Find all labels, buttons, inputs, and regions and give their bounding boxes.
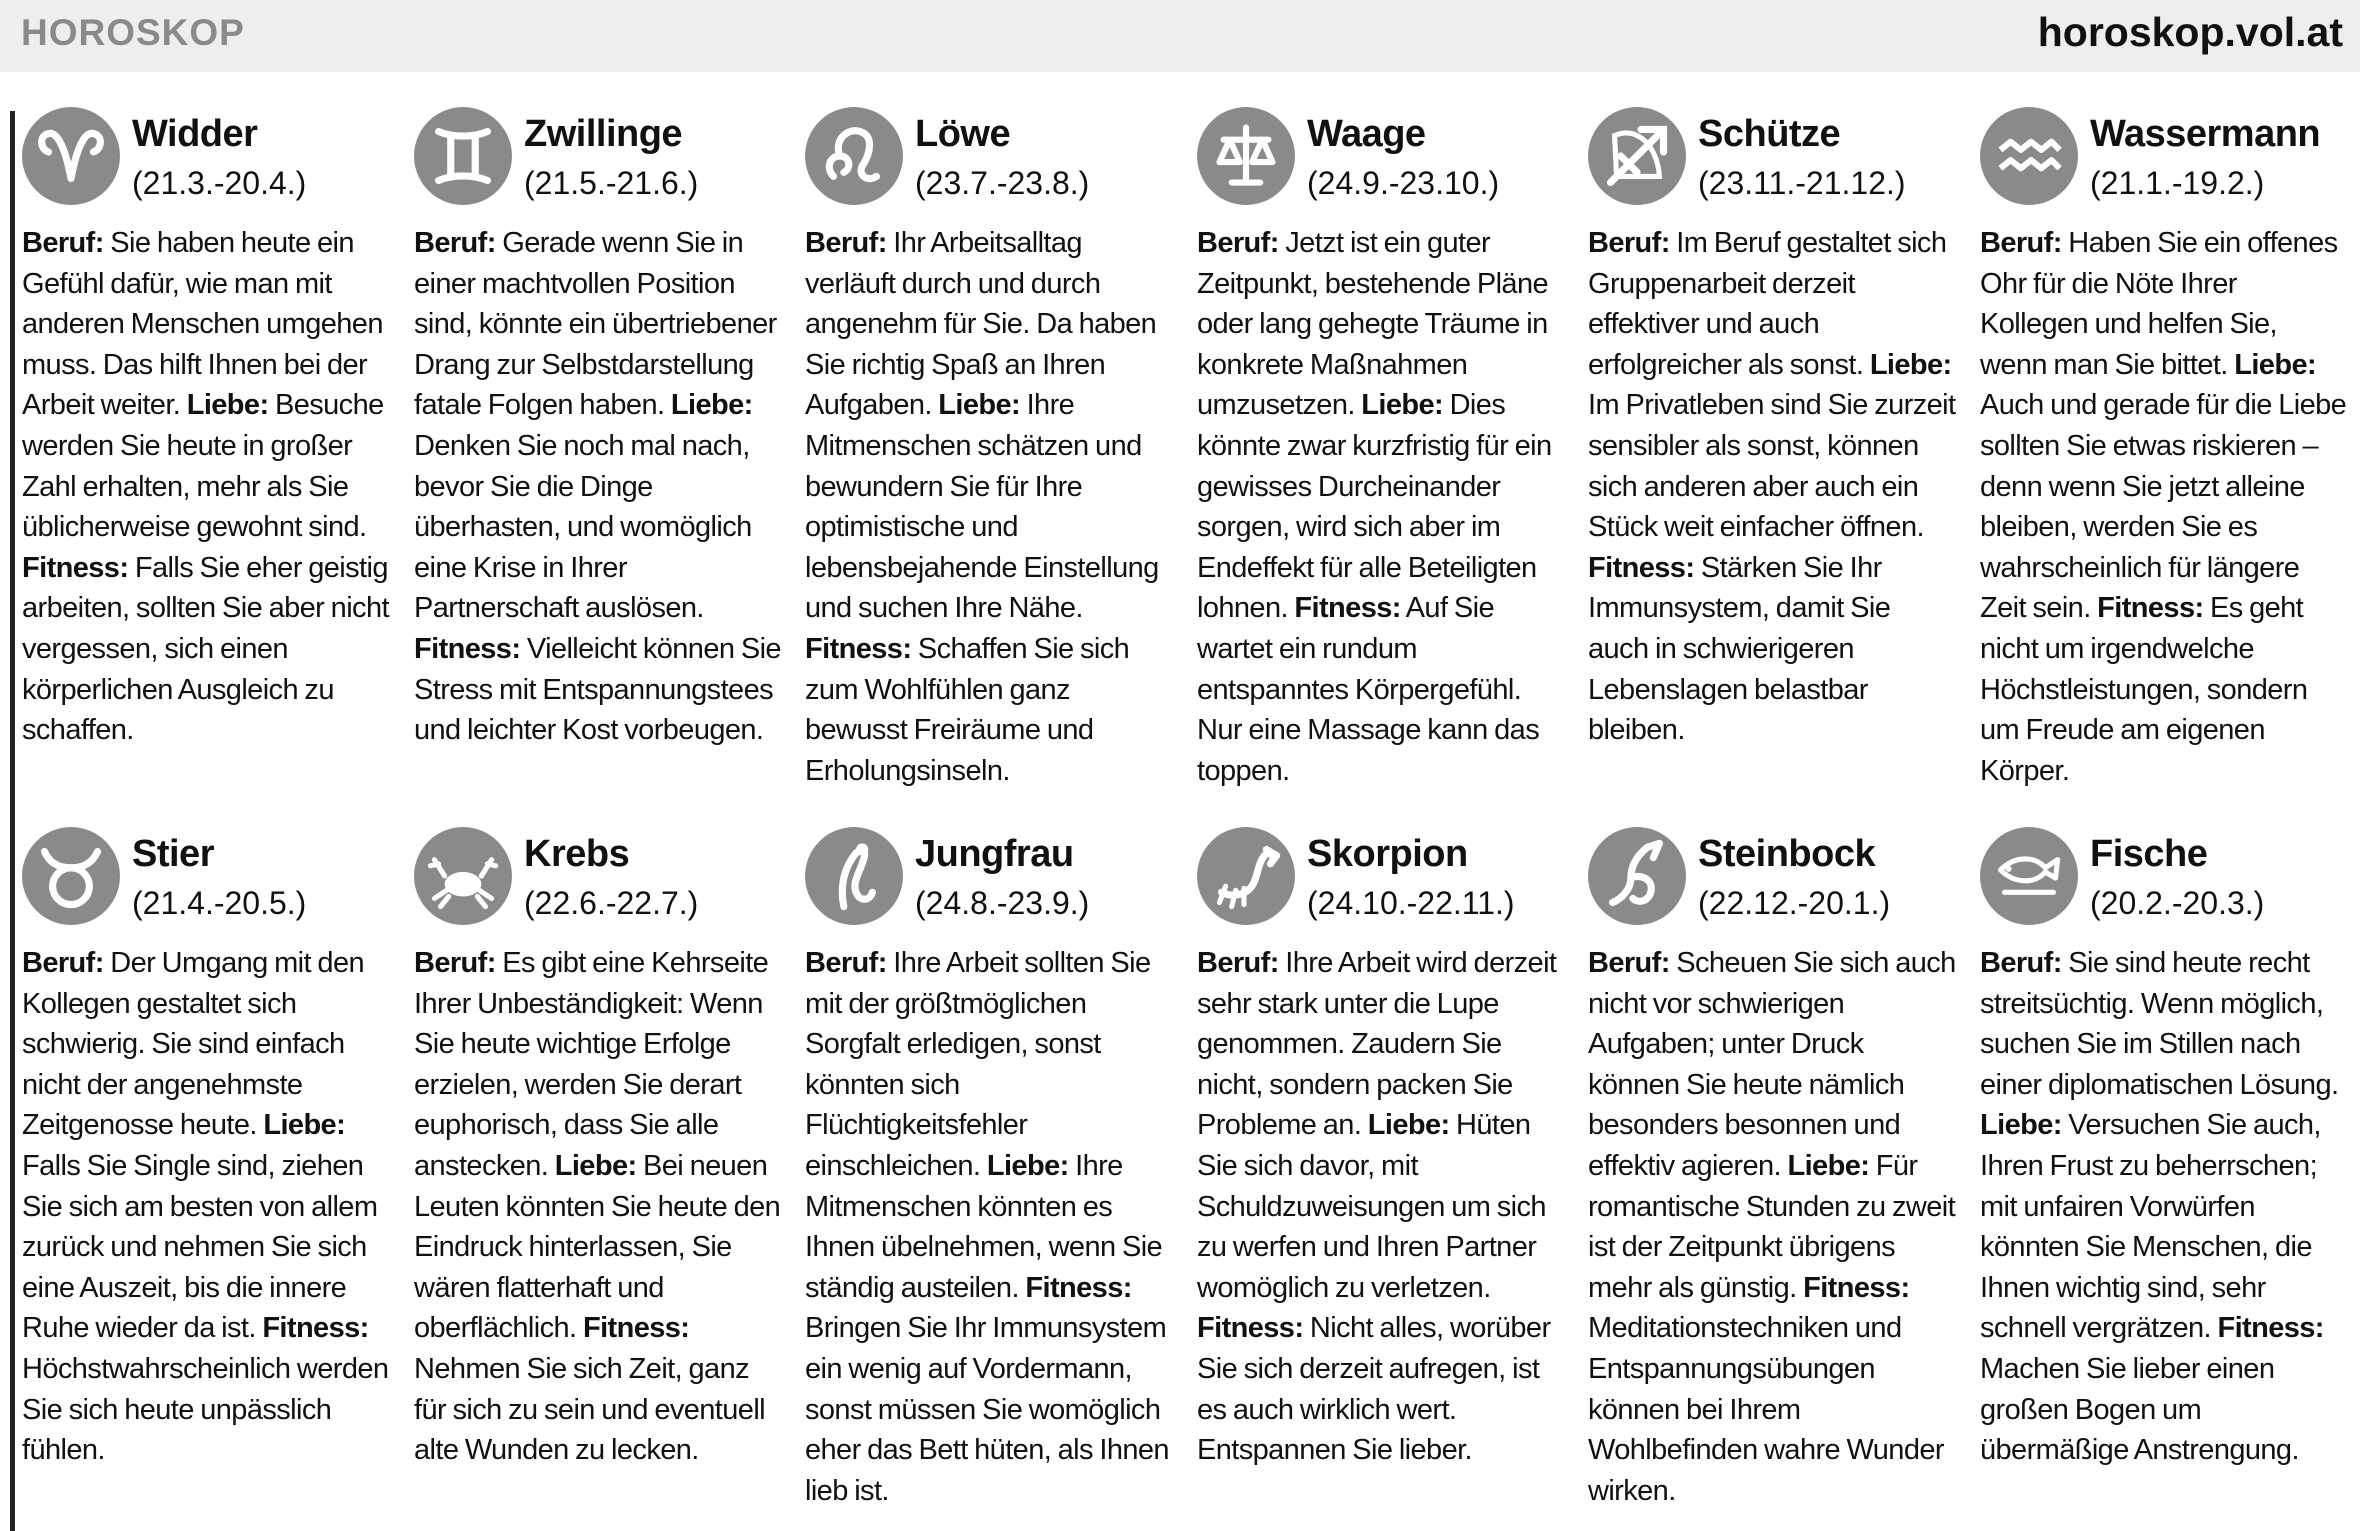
beruf-label: Beruf:	[414, 947, 496, 979]
beruf-text: Scheuen Sie sich auch nicht vor schwierigen Aufgaben; unter Druck können Sie heute nämlich besonders besonnen und effektiv agieren.	[1588, 947, 1956, 1182]
fitness-label: Fitness:	[582, 1312, 690, 1345]
liebe-text: Falls Sie Single sind, ziehen Sie sich am besten von allem zurück und nehmen Sie sich eine Auszeit, bis die innere Ruhe wieder da ist.	[22, 1149, 378, 1345]
liebe-text: Hüten Sie sich davor, mit Schuldzuweisungen um sich zu werfen und Ihren Partner womöglich zu verletzen.	[1197, 1109, 1546, 1304]
liebe-label: Liebe:	[670, 389, 753, 422]
beruf-label: Beruf:	[1197, 947, 1279, 979]
beruf-text: Ihre Arbeit sollten Sie mit der größtmöglichen Sorgfalt erledigen, sonst könnten sich Flüchtigkeitsfehler einschleichen.	[805, 947, 1151, 1182]
sign-dates: (21.1.-19.2.)	[2090, 165, 2265, 201]
liebe-label: Liebe:	[554, 1149, 637, 1182]
beruf-text: Gerade wenn Sie in einer machtvollen Position sind, könnte ein übertriebener Drang zur Selbstdarstellung fatale Folgen haben.	[414, 227, 777, 422]
liebe-text: Ihre Mitmenschen könnten es Ihnen übelnehmen, wenn Sie ständig austeilen.	[805, 1149, 1163, 1304]
horoscope-text	[805, 943, 1173, 1511]
fitness-text: Meditationstechniken und Entspannungsübungen können bei Ihrem Wohlbefinden wahre Wunder wirken.	[1588, 1312, 1944, 1507]
fitness-text: Auf Sie wartet ein rundum entspanntes Körpergefühl. Nur eine Massage kann das toppen.	[1197, 592, 1540, 787]
liebe-label: Liebe:	[986, 1149, 1069, 1182]
virgo-icon	[803, 825, 905, 927]
sign-name: Steinbock	[1698, 833, 1876, 875]
leo-icon	[803, 105, 905, 207]
beruf-label: Beruf:	[1588, 227, 1670, 259]
sign-name: Jungfrau	[915, 833, 1074, 875]
beruf-label: Beruf:	[1980, 227, 2062, 259]
horoscope-text	[1197, 223, 1565, 791]
horoscope-text	[22, 943, 390, 1471]
taurus-icon	[20, 825, 122, 927]
beruf-label: Beruf:	[1588, 947, 1670, 979]
sign-name: Löwe	[915, 113, 1011, 155]
liebe-label: Liebe:	[1980, 1109, 2062, 1142]
beruf-label: Beruf:	[22, 947, 104, 979]
fitness-label: Fitness:	[414, 632, 521, 665]
sign-name: Stier	[132, 833, 214, 875]
liebe-label: Liebe:	[938, 389, 1021, 422]
liebe-label: Liebe:	[1869, 348, 1952, 381]
fitness-label: Fitness:	[805, 632, 912, 665]
liebe-label: Liebe:	[263, 1109, 346, 1142]
sign-name: Krebs	[524, 833, 630, 875]
sign-dates: (24.8.-23.9.)	[915, 885, 1090, 921]
gemini-icon	[412, 105, 514, 207]
liebe-text: Besuche werden Sie heute in großer Zahl erhalten, mehr als Sie üblicherweise gewohnt sind.	[22, 389, 384, 544]
liebe-text: Bei neuen Leuten könnten Sie heute den Eindruck hinterlassen, Sie wären flatterhaft und oberflächlich.	[414, 1149, 781, 1345]
sign-name: Skorpion	[1307, 833, 1468, 875]
scorpio-icon	[1195, 825, 1297, 927]
fitness-label: Fitness:	[22, 551, 129, 584]
liebe-text: Für romantische Stunden zu zweit ist der Zeitpunkt übrigens mehr als günstig.	[1588, 1149, 1956, 1304]
sign-dates: (23.11.-21.12.)	[1698, 165, 1906, 201]
sign-dates: (21.3.-20.4.)	[132, 165, 307, 201]
cancer-icon	[412, 825, 514, 927]
beruf-label: Beruf:	[805, 227, 887, 259]
beruf-text: Der Umgang mit den Kollegen gestaltet sich schwierig. Sie sind einfach nicht der angenehmste Zeitgenosse heute.	[22, 947, 365, 1142]
aries-icon	[20, 105, 122, 207]
sign-name: Wassermann	[2090, 113, 2321, 155]
fitness-text: Nehmen Sie sich Zeit, ganz für sich zu sein und eventuell alte Wunden zu lecken.	[414, 1352, 765, 1467]
beruf-label: Beruf:	[1980, 947, 2062, 979]
fitness-text: Schaffen Sie sich zum Wohlfühlen ganz bewusst Freiräume und Erholungsinseln.	[805, 632, 1130, 787]
liebe-text: Versuchen Sie auch, Ihren Frust zu beherrschen; mit unfairen Vorwürfen könnten Sie Menschen, die Ihnen wichtig sind, sehr schnell vergrätzen.	[1980, 1109, 2321, 1345]
beruf-text: Ihr Arbeitsalltag verläuft durch und durch angenehm für Sie. Da haben Sie richtig Spaß an Ihren Aufgaben.	[805, 227, 1157, 422]
fitness-label: Fitness:	[2097, 592, 2204, 625]
fitness-text: Vielleicht können Sie Stress mit Entspannungstees und leichter Kost vorbeugen.	[414, 632, 781, 747]
fitness-text: Stärken Sie Ihr Immunsystem, damit Sie auch in schwierigeren Lebenslagen belastbar bleiben.	[1588, 551, 1891, 747]
liebe-label: Liebe:	[186, 389, 269, 422]
sign-dates: (21.5.-21.6.)	[524, 165, 699, 201]
sign-name: Schütze	[1698, 113, 1841, 155]
beruf-text: Haben Sie ein offenes Ohr für die Nöte Ihrer Kollegen und helfen Sie, wenn man Sie bittet.	[1980, 227, 2338, 381]
horoscope-text	[414, 943, 782, 1471]
fitness-text: Bringen Sie Ihr Immunsystem ein wenig auf Vordermann, sonst müssen Sie womöglich eher das Bett hüten, als Ihnen lieb ist.	[805, 1312, 1169, 1507]
fitness-text: Höchstwahrscheinlich werden Sie sich heute unpässlich fühlen.	[22, 1352, 389, 1467]
pisces-icon	[1978, 825, 2080, 927]
liebe-text: Auch und gerade für die Liebe sollten Sie etwas riskieren – denn wenn Sie jetzt alleine bleiben, werden Sie es wahrscheinlich für längere Zeit sein.	[1980, 389, 2347, 625]
sign-name: Waage	[1307, 113, 1426, 155]
liebe-text: Denken Sie noch mal nach, bevor Sie die Dinge überhasten, und womöglich eine Krise in Ihrer Partnerschaft auslösen.	[414, 429, 752, 625]
sign-dates: (24.9.-23.10.)	[1307, 165, 1500, 201]
horoscope-text	[1980, 943, 2348, 1471]
fitness-label: Fitness:	[1588, 551, 1695, 584]
section-title: HOROSKOP	[21, 12, 245, 53]
beruf-text: Jetzt ist ein guter Zeitpunkt, bestehende Pläne oder lang gehegte Träume in konkrete Maßnahmen umzusetzen.	[1197, 227, 1549, 422]
site-url-link[interactable]: horoskop.vol.at	[2037, 9, 2343, 55]
fitness-text: Falls Sie eher geistig arbeiten, sollten Sie aber nicht vergessen, sich einen körperlichen Ausgleich zu schaffen.	[22, 551, 389, 747]
liebe-text: Ihre Mitmenschen schätzen und bewundern Sie für Ihre optimistische und lebensbejahende Einstellung und suchen Ihre Nähe.	[805, 389, 1159, 625]
sign-name: Widder	[132, 113, 258, 155]
aquarius-icon	[1978, 105, 2080, 207]
fitness-label: Fitness:	[1197, 1312, 1304, 1345]
horoscope-text	[1588, 943, 1956, 1511]
liebe-text: Dies könnte zwar kurzfristig für ein gewisses Durcheinander sorgen, wird sich aber im Endeffekt für alle Beteiligten lohnen.	[1197, 389, 1552, 625]
horoscope-grid	[20, 105, 2360, 1531]
fitness-label: Fitness:	[1294, 592, 1401, 625]
fitness-label: Fitness:	[262, 1312, 369, 1345]
horoscope-text	[1980, 223, 2348, 791]
sagittarius-icon	[1586, 105, 1688, 207]
sign-name: Zwillinge	[524, 113, 683, 155]
fitness-text: Nicht alles, worüber Sie sich derzeit aufregen, ist es auch wirklich wert. Entspannen Sie lieber.	[1197, 1312, 1551, 1467]
fitness-label: Fitness:	[1025, 1271, 1132, 1304]
fitness-label: Fitness:	[2217, 1312, 2324, 1345]
liebe-label: Liebe:	[2234, 348, 2317, 381]
fitness-label: Fitness:	[1803, 1271, 1910, 1304]
liebe-label: Liebe:	[1361, 389, 1444, 422]
beruf-label: Beruf:	[22, 227, 104, 259]
capricorn-icon	[1586, 825, 1688, 927]
horoscope-text	[1197, 943, 1565, 1471]
column-rule	[10, 111, 15, 1531]
beruf-text: Im Beruf gestaltet sich Gruppenarbeit derzeit effektiver und auch erfolgreicher als sonst.	[1588, 227, 1947, 381]
libra-icon	[1195, 105, 1297, 207]
horoscope-text	[1588, 223, 1956, 751]
sign-dates: (22.6.-22.7.)	[524, 885, 699, 921]
horoscope-text	[22, 223, 390, 751]
sign-dates: (21.4.-20.5.)	[132, 885, 307, 921]
header-bar	[0, 0, 2360, 72]
sign-dates: (22.12.-20.1.)	[1698, 885, 1891, 921]
beruf-text: Ihre Arbeit wird derzeit sehr stark unter die Lupe genommen. Zaudern Sie nicht, sondern packen Sie Probleme an.	[1197, 947, 1557, 1142]
liebe-text: Im Privatleben sind Sie zurzeit sensibler als sonst, können sich anderen aber auch ein Stück weit einfacher öffnen.	[1588, 389, 1956, 544]
liebe-label: Liebe:	[1367, 1109, 1450, 1142]
sign-dates: (23.7.-23.8.)	[915, 165, 1090, 201]
beruf-text: Sie haben heute ein Gefühl dafür, wie man mit anderen Menschen umgehen muss. Das hilft Ihnen bei der Arbeit weiter.	[22, 227, 383, 422]
sign-dates: (20.2.-20.3.)	[2090, 885, 2265, 921]
fitness-text: Es geht nicht um irgendwelche Höchstleistungen, sondern um Freude am eigenen Körper.	[1980, 592, 2308, 787]
beruf-text: Es gibt eine Kehrseite Ihrer Unbeständigkeit: Wenn Sie heute wichtige Erfolge erzielen, werden Sie derart euphorisch, dass Sie alle anstecken.	[414, 947, 769, 1182]
beruf-label: Beruf:	[414, 227, 496, 259]
beruf-text: Sie sind heute recht streitsüchtig. Wenn möglich, suchen Sie im Stillen nach einer diplomatischen Lösung.	[1980, 947, 2339, 1101]
horoscope-text	[805, 223, 1173, 791]
beruf-label: Beruf:	[1197, 227, 1279, 259]
liebe-label: Liebe:	[1787, 1149, 1870, 1182]
horoscope-text	[414, 223, 782, 751]
sign-name: Fische	[2090, 833, 2208, 875]
fitness-text: Machen Sie lieber einen großen Bogen um übermäßige Anstrengung.	[1980, 1352, 2299, 1467]
sign-dates: (24.10.-22.11.)	[1307, 885, 1515, 921]
beruf-label: Beruf:	[805, 947, 887, 979]
